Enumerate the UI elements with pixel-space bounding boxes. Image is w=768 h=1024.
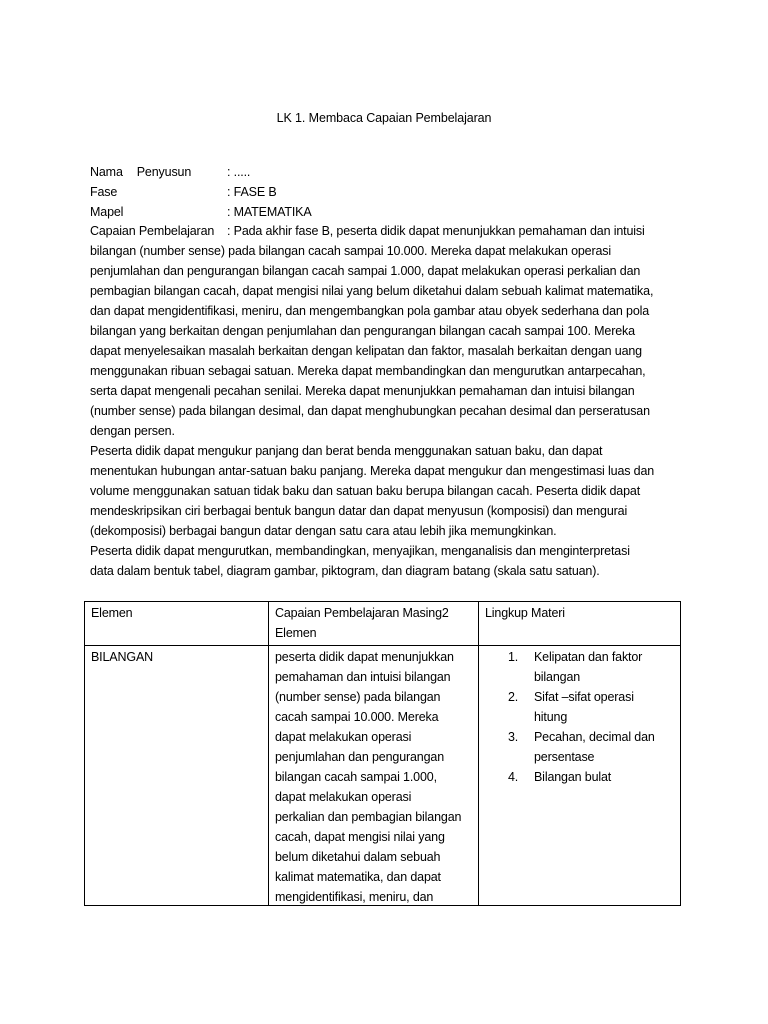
cell-capaian-line: perkalian dan pembagian bilangan — [275, 810, 462, 824]
cell-elemen — [85, 646, 269, 906]
list-item-number: 4. — [508, 770, 519, 784]
meta-value-nama: : ..... — [227, 165, 251, 179]
list-item — [485, 727, 674, 767]
list-item-text: persentase — [534, 750, 595, 764]
list-item — [485, 767, 674, 787]
meta-value-fase: : FASE B — [227, 185, 277, 199]
cell-capaian-clip — [275, 647, 472, 905]
cell-lingkup — [479, 646, 681, 906]
capaian-line: data dalam bentuk tabel, diagram gambar, piktogram, dan diagram batang (skala satu satuan). — [90, 564, 600, 578]
cell-capaian-line: pemahaman dan intuisi bilangan — [275, 670, 451, 684]
list-item — [485, 647, 674, 687]
cell-capaian-line: dapat melakukan operasi — [275, 790, 412, 804]
meta-block — [90, 162, 680, 222]
header-elemen: Elemen — [85, 602, 269, 646]
capaian-line: bilangan (number sense) pada bilangan cacah sampai 10.000. Mereka dapat melakukan operasi — [90, 244, 612, 258]
capaian-label: Capaian Pembelajaran — [90, 224, 215, 238]
cell-capaian-line: mengidentifikasi, meniru, dan — [275, 890, 434, 904]
cell-capaian-line: cacah sampai 10.000. Mereka — [275, 710, 439, 724]
meta-row-nama — [90, 162, 680, 182]
table-row — [85, 646, 681, 906]
capaian-line: dengan persen. — [90, 424, 175, 438]
header-capaian — [269, 602, 479, 646]
capaian-line: pembagian bilangan cacah, dapat mengisi nilai yang belum diketahui dalam sebuah kalimat matematika, — [90, 284, 654, 298]
capaian-line: bilangan yang berkaitan dengan penjumlahan dan pengurangan bilangan cacah sampai 100. Mereka — [90, 324, 635, 338]
lingkup-materi-list — [485, 647, 674, 787]
cell-capaian — [269, 646, 479, 906]
cell-capaian-line: bilangan cacah sampai 1.000, — [275, 770, 437, 784]
capaian-line: penjumlahan dan pengurangan bilangan cacah sampai 1.000, dapat melakukan operasi perkalian dan — [90, 264, 641, 278]
list-item-text: Kelipatan dan faktor — [534, 650, 643, 664]
cell-capaian-line: (number sense) pada bilangan — [275, 690, 441, 704]
capaian-line: mendeskripsikan ciri berbagai bentuk bangun datar dan dapat menyusun (komposisi) dan mengurai — [90, 504, 628, 518]
meta-label-nama-a: Nama — [90, 165, 123, 179]
cell-elemen-text: BILANGAN — [91, 650, 154, 664]
cell-capaian-line: belum diketahui dalam sebuah — [275, 850, 441, 864]
capaian-line: Peserta didik dapat mengurutkan, membandingkan, menyajikan, menganalisis dan menginterpretasi — [90, 544, 630, 558]
cell-capaian-line: penjumlahan dan pengurangan — [275, 750, 445, 764]
list-item-text: Bilangan bulat — [534, 770, 612, 784]
header-lingkup: Lingkup Materi — [479, 602, 681, 646]
list-item-number: 3. — [508, 730, 519, 744]
meta-row-mapel — [90, 202, 680, 222]
capaian-line-text: : Pada akhir fase B, peserta didik dapat menunjukkan pemahaman dan intuisi — [227, 224, 645, 238]
capaian-line: menggunakan ribuan sebagai satuan. Mereka dapat membandingkan dan mengurutkan antarpecahan, — [90, 364, 646, 378]
cell-capaian-line: cacah, dapat mengisi nilai yang — [275, 830, 445, 844]
cell-capaian-line: dapat melakukan operasi — [275, 730, 412, 744]
list-item-text: Pecahan, decimal dan — [534, 730, 655, 744]
list-item-text: Sifat –sifat operasi — [534, 690, 634, 704]
header-capaian-line1: Capaian Pembelajaran Masing2 — [275, 606, 449, 620]
meta-value-mapel: : MATEMATIKA — [227, 205, 312, 219]
document-title: LK 1. Membaca Capaian Pembelajaran — [276, 111, 492, 125]
header-capaian-line2: Elemen — [275, 626, 317, 640]
capaian-line: (dekomposisi) berbagai bangun datar dengan satu cara atau lebih jika memungkinkan. — [90, 524, 557, 538]
list-item-number: 2. — [508, 690, 519, 704]
capaian-line: dapat menyelesaikan masalah berkaitan dengan kelipatan dan faktor, masalah berkaitan dengan uang — [90, 344, 642, 358]
capaian-line — [90, 221, 680, 241]
capaian-pembelajaran-text — [90, 221, 680, 581]
meta-label-fase: Fase — [90, 185, 118, 199]
meta-row-fase — [90, 182, 680, 202]
meta-label-mapel: Mapel — [90, 205, 124, 219]
capaian-line: volume menggunakan satuan tidak baku dan satuan baku berupa bilangan cacah. Peserta didik dapat — [90, 484, 641, 498]
meta-label-nama-b: Penyusun — [136, 165, 192, 179]
list-item-number: 1. — [508, 650, 519, 664]
capaian-line: (number sense) pada bilangan desimal, dan dapat menghubungkan pecahan desimal dan perseratusan — [90, 404, 650, 418]
list-item-text: hitung — [534, 710, 568, 724]
capaian-line: dan dapat mengidentifikasi, meniru, dan mengembangkan pola gambar atau obyek sederhana dan pola — [90, 304, 650, 318]
capaian-line: serta dapat mengenali pecahan senilai. Mereka dapat menunjukkan pemahaman dan intuisi bilangan — [90, 384, 635, 398]
list-item-text: bilangan — [534, 670, 581, 684]
list-item — [485, 687, 674, 727]
meta-label-nama — [90, 162, 227, 182]
capaian-table — [84, 601, 681, 906]
capaian-line: Peserta didik dapat mengukur panjang dan berat benda menggunakan satuan baku, dan dapat — [90, 444, 603, 458]
table-header-row — [85, 602, 681, 646]
capaian-line: menentukan hubungan antar-satuan baku panjang. Mereka dapat mengukur dan mengestimasi luas dan — [90, 464, 655, 478]
cell-capaian-line: peserta didik dapat menunjukkan — [275, 650, 454, 664]
cell-capaian-line: kalimat matematika, dan dapat — [275, 870, 441, 884]
